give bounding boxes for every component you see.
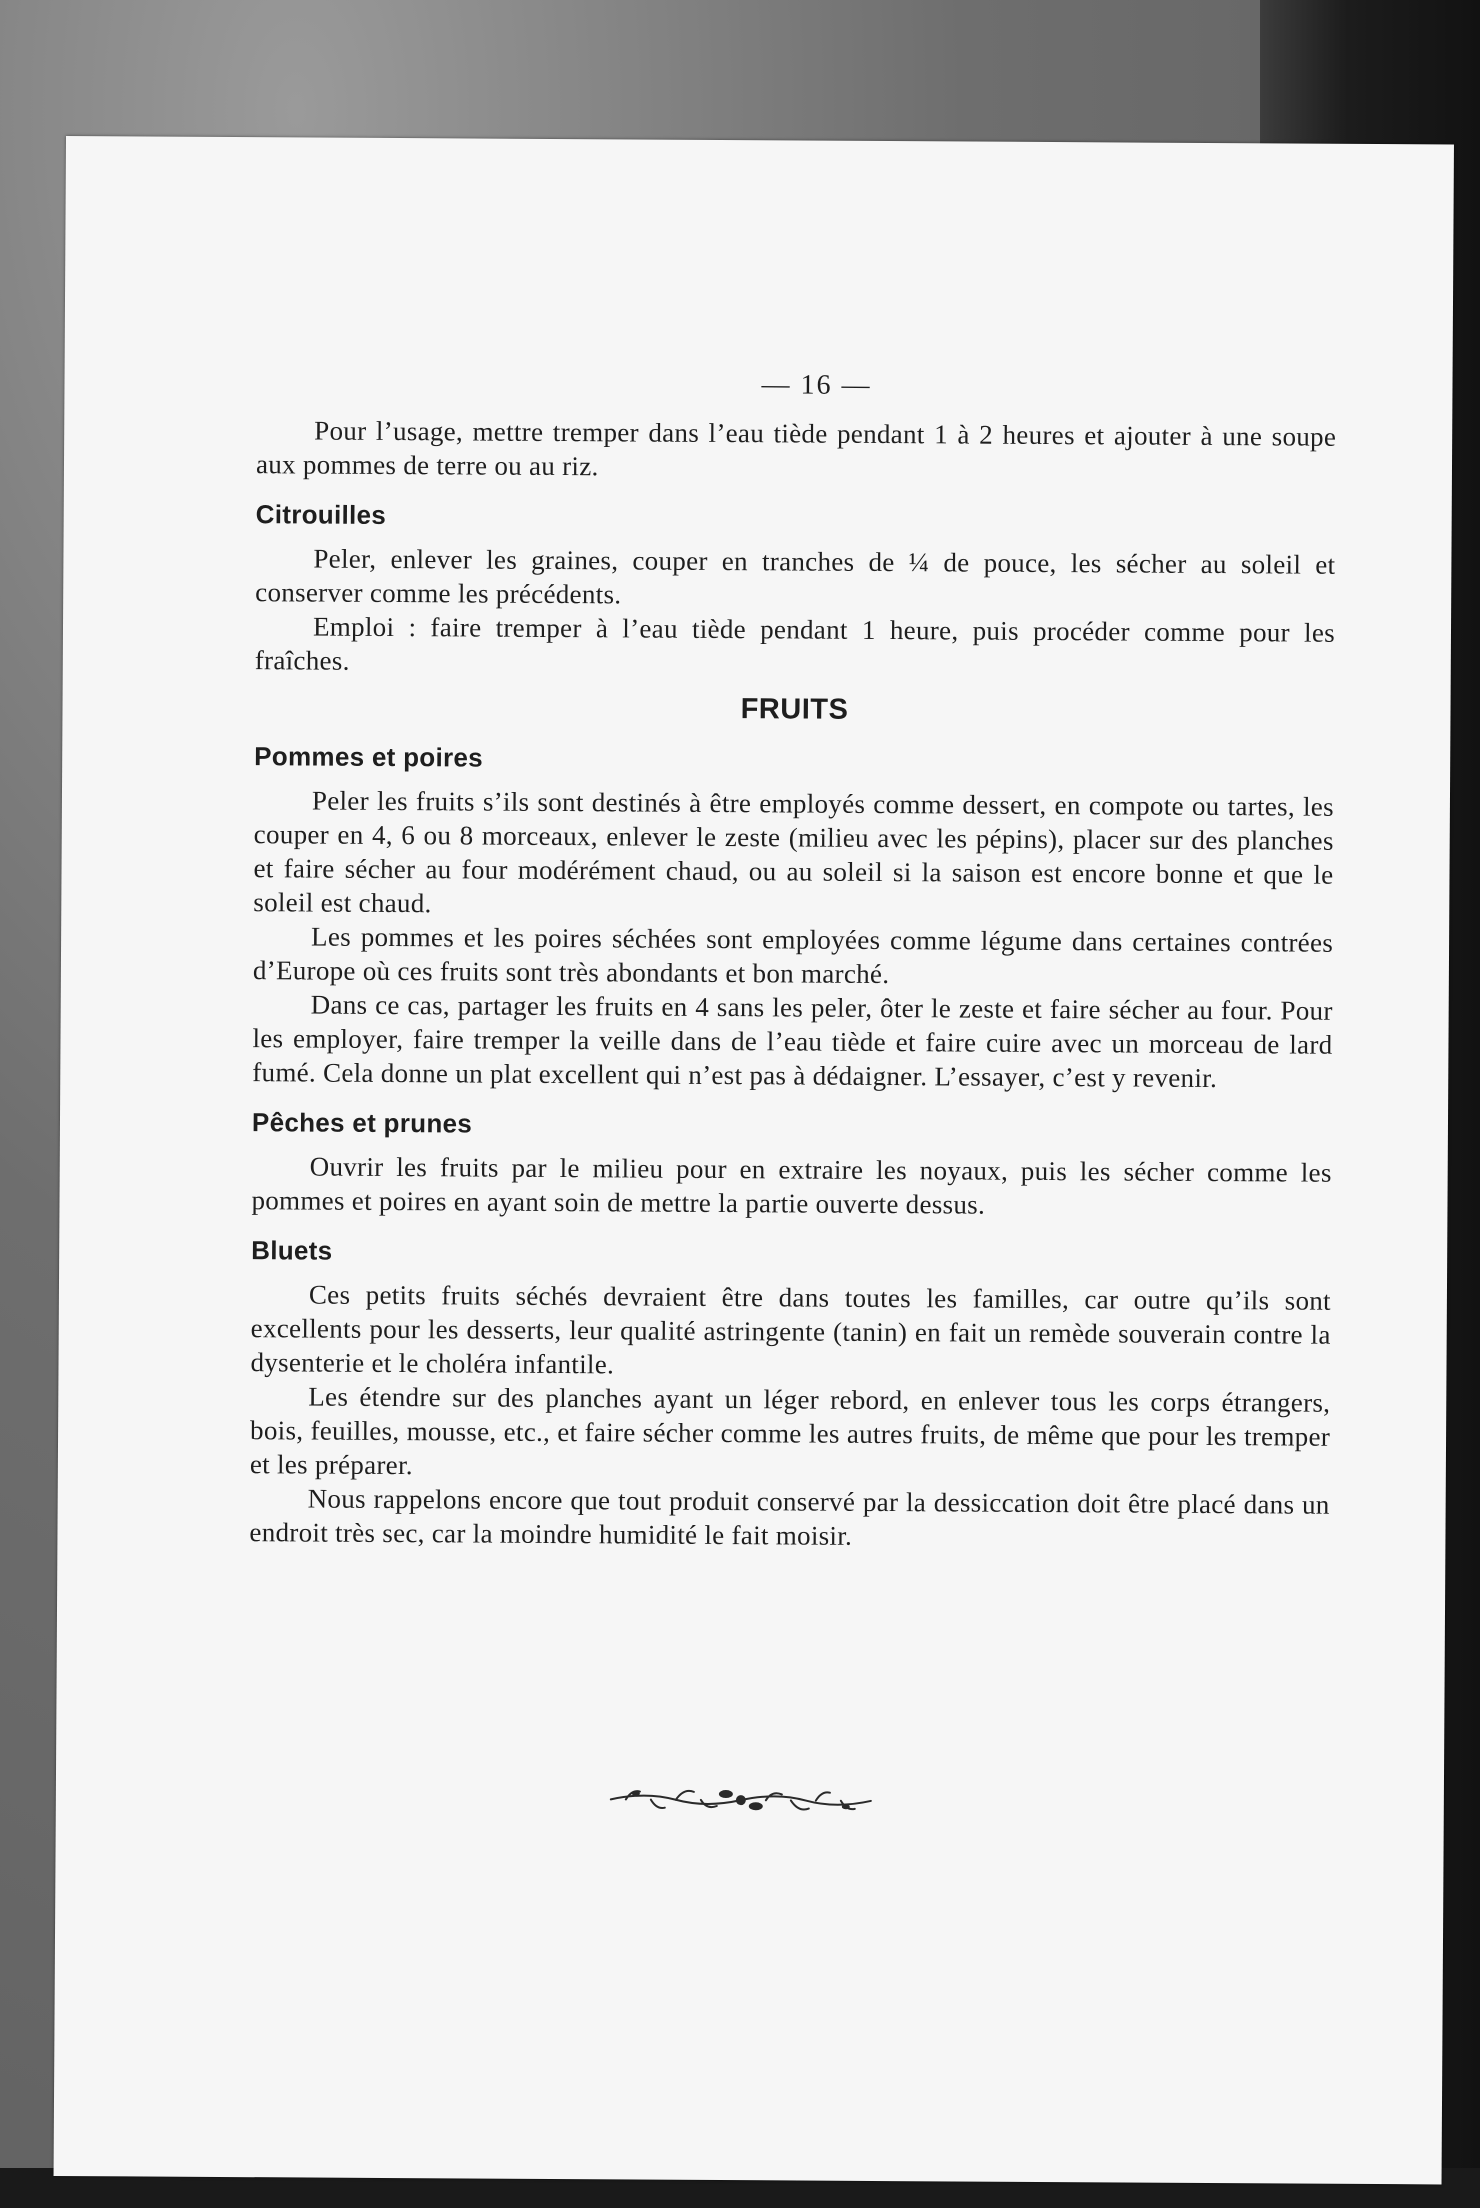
- heading-pommes-et-poires: Pommes et poires: [254, 741, 484, 773]
- bluets-paragraph-1: Ces petits fruits séchés devraient être dans toutes les familles, car outre qu’ils sont excellents pour les desserts, leur qualité astringente (tanin) en fait un remède souverain contre la dysenterie et le choléra infantile.: [250, 1279, 1332, 1380]
- intro-paragraph: Pour l’usage, mettre tremper dans l’eau tiède pendant 1 à 2 heures et ajouter à une soupe aux pommes de terre ou au riz.: [255, 415, 1337, 482]
- citrouilles-paragraph-1: Peler, enlever les graines, couper en tranches de ¼ de pouce, les sécher au soleil et conserver comme les précédents.: [255, 543, 1336, 610]
- pommes-paragraph-2: Les pommes et les poires séchées sont employées comme légume dans certaines contrées d’Europe où ces fruits sont très abondants et bon marché.: [252, 921, 1334, 990]
- pommes-paragraph-1: Peler les fruits s’ils sont destinés à être employés comme dessert, en compote ou tartes, les couper en 4, 6 ou 8 morceaux, enlever le zeste (milieu avec les pépins), placer sur des planches et faire sécher au four modérément chaud, ou au soleil si la saison est encore bonne et que le soleil est chaud.: [253, 785, 1335, 919]
- peches-paragraph-1: Ouvrir les fruits par le milieu pour en extraire les noyaux, puis les sécher comme les pommes et poires en ayant soin de mettre la partie ouverte dessus.: [251, 1151, 1332, 1220]
- document-page: [54, 136, 1454, 2184]
- floral-ornament-icon: [606, 1779, 876, 1821]
- bluets-paragraph-2: Les étendre sur des planches ayant un léger rebord, en enlever tous les corps étrangers, bois, feuilles, mousse, etc., et faire sécher comme les autres fruits, de même que pour les tremper et les préparer.: [249, 1381, 1331, 1481]
- section-title-fruits: FRUITS: [740, 693, 849, 726]
- heading-bluets: Bluets: [251, 1235, 333, 1266]
- heading-peches-et-prunes: Pêches et prunes: [251, 1107, 473, 1139]
- page-number: — 16 —: [761, 369, 872, 401]
- pommes-paragraph-3: Dans ce cas, partager les fruits en 4 sans les peler, ôter le zeste et faire sécher au four. Pour les employer, faire tremper la veille dans de l’eau tiède et faire cuire avec un morceau de lard fumé. Cela donne un plat excellent qui n’est pas à dédaigner. L’essayer, c’est y revenir.: [252, 989, 1333, 1094]
- heading-citrouilles: Citrouilles: [255, 499, 387, 530]
- citrouilles-paragraph-2: Emploi : faire tremper à l’eau tiède pendant 1 heure, puis procéder comme pour les fraîches.: [254, 611, 1336, 676]
- page-content: [249, 365, 1336, 1556]
- bluets-paragraph-3: Nous rappelons encore que tout produit conservé par la dessiccation doit être placé dans un endroit très sec, car la moindre humidité le fait moisir.: [249, 1483, 1330, 1551]
